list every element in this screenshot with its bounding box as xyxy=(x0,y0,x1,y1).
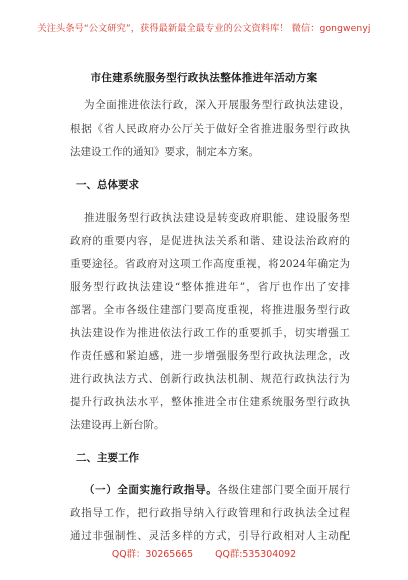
section1-line-9: 提升行政执法水平，整体推进全市住建系统服务型行政执 xyxy=(70,396,350,408)
section1-line-3: 重要途径。省政府对这项工作高度重视，将2024年确定为 xyxy=(70,258,350,270)
footer-qq-group-1: QQ群：30265665 xyxy=(111,549,194,560)
section-heading-main-work: 二、主要工作 xyxy=(76,452,139,464)
intro-line-1: 为全面推进依法行政，深入开展服务型行政执法建设， xyxy=(84,99,350,111)
section1-line-1: 推进服务型行政执法建设是转变政府职能、建设服务型 xyxy=(84,212,350,224)
intro-line-2: 根据《省人民政府办公厅关于做好全省推进服务型行政执 xyxy=(70,123,350,135)
section1-line-5: 部署。全市各级住建部门要高度重视，将推进服务型行政 xyxy=(70,304,350,316)
section1-line-8: 进行政执法方式、创新行政执法机制、规范行政执法行为 xyxy=(70,373,350,385)
footer-contact xyxy=(0,546,408,560)
section1-line-2: 政府的重要内容，是促进执法关系和谐、建设法治政府的 xyxy=(70,235,350,247)
item1-first-text: 各级住建部门要全面开展行 xyxy=(217,484,351,496)
section1-line-6: 执法建设作为推进依法行政工作的重要抓手，切实增强工 xyxy=(70,327,350,339)
section1-line-10: 法建设再上新台阶。 xyxy=(70,419,165,431)
section2-item1-line-3: 通过非强制性、灵活多样的方式，引导行政相对人主动配 xyxy=(70,530,350,542)
footer-qq-group-2: QQ群:535304092 xyxy=(215,549,297,560)
item1-lead: （一）全面实施行政指导。 xyxy=(84,484,218,496)
section2-item1-line-1 xyxy=(84,483,350,497)
section1-line-4: 服务型行政执法建设“整体推进年”，省厅也作出了安排 xyxy=(70,281,350,293)
section2-item1-line-2: 政指导工作，把行政指导纳入行政管理和行政执法全过程 xyxy=(70,507,350,519)
section1-line-7: 作责任感和紧迫感，进一步增强服务型行政执法理念，改 xyxy=(70,350,350,362)
intro-line-3: 法建设工作的通知》要求，制定本方案。 xyxy=(70,146,259,158)
section-heading-general-requirements: 一、总体要求 xyxy=(76,179,139,191)
header-banner: 关注头条号“公文研究”，获得最新最全最专业的公文资料库！ 微信：gongwenyj xyxy=(37,23,371,34)
document-title: 市住建系统服务型行政执法整体推进年活动方案 xyxy=(90,72,318,84)
